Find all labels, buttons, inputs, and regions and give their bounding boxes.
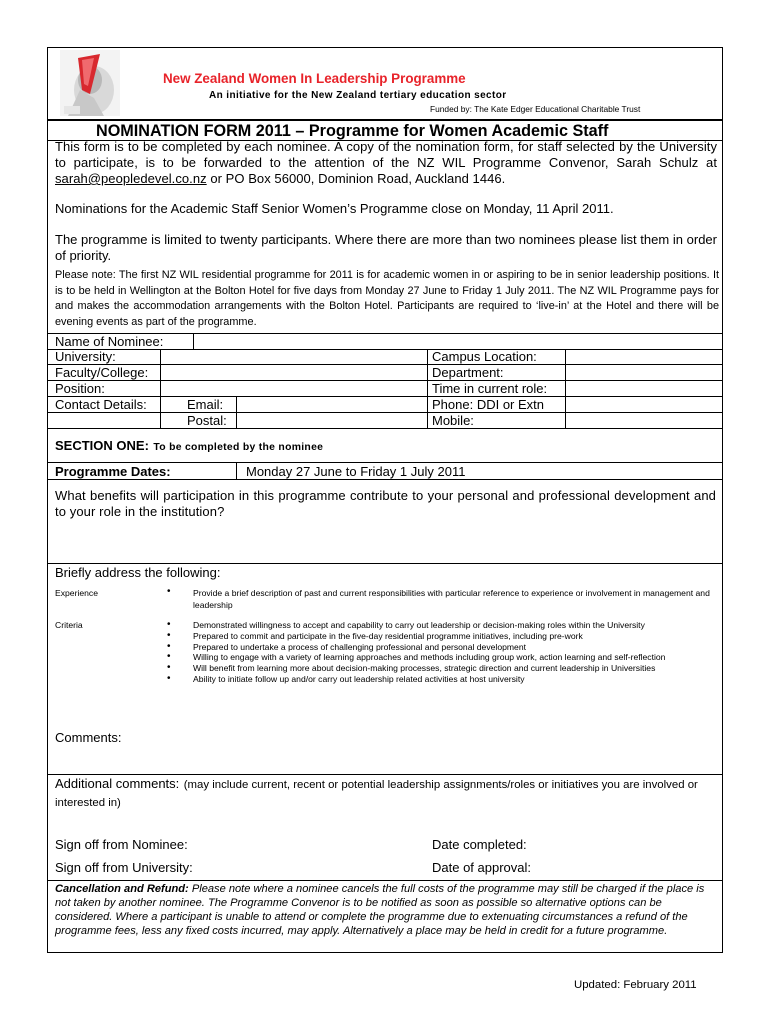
programme-subtitle: An initiative for the New Zealand tertiary education sector (209, 90, 507, 101)
closing-date-text: Nominations for the Academic Staff Senior Women’s Programme close on Monday, 11 April 2011. (55, 201, 614, 216)
participants-limit-text: The programme is limited to twenty participants. Where there are more than two nominees please list them in order of priority. (55, 232, 717, 263)
briefly-address-label: Briefly address the following: (55, 565, 221, 580)
contact-details-label: Contact Details: (55, 397, 147, 412)
updated-date: Updated: February 2011 (574, 979, 697, 991)
faculty-field[interactable] (161, 365, 426, 380)
phone-label: Phone: DDI or Extn (432, 397, 544, 412)
please-note-text: Please note: The first NZ WIL residential programme for 2011 is for academic women in or aspiring to be in senior leadership positions. It is to be held in Wellington at the Bolton Hotel for five days from Monday 27 June to Friday 1 July 2011. The NZ WIL Programme pays for and makes the accommodation arrangements with the Bolton Hotel. Participants are required to ‘live-in’ at the Hotel and there will be evening events as part of the programme. (55, 269, 719, 328)
programme-title: New Zealand Women In Leadership Programme (163, 71, 466, 86)
form-title: NOMINATION FORM 2011 – Programme for Women Academic Staff (96, 122, 609, 140)
benefits-question: What benefits will participation in this programme contribute to your personal and professional development and to your role in the institution? (55, 488, 716, 519)
list-item: • Prepared to undertake a process of challenging professional and personal development (193, 642, 708, 653)
mobile-field[interactable] (566, 413, 722, 428)
section-one-heading: SECTION ONE: To be completed by the nominee (55, 438, 324, 453)
faculty-label: Faculty/College: (55, 365, 149, 380)
university-field[interactable] (161, 350, 426, 364)
sign-off-university-label: Sign off from University: (55, 860, 193, 875)
campus-location-label: Campus Location: (432, 349, 537, 364)
email-label: Email: (187, 397, 224, 412)
funded-by: Funded by: The Kate Edger Educational Charitable Trust (430, 104, 641, 114)
programme-logo-image (60, 50, 120, 116)
list-item: • Ability to initiate follow up and/or carry out leadership related activities at host university (193, 674, 708, 685)
comments-field[interactable] (50, 748, 720, 772)
position-label: Position: (55, 381, 105, 396)
list-item: • Demonstrated willingness to accept and capability to carry out leadership or decision-making roles within the University (193, 620, 708, 631)
criteria-list (193, 620, 708, 685)
programme-dates-label: Programme Dates: (55, 464, 171, 479)
experience-text: Provide a brief description of past and current responsibilities with particular reference to experience or involvement in management and leadership (193, 588, 710, 610)
nominee-name-label: Name of Nominee: (55, 334, 164, 349)
experience-label: Experience (55, 588, 98, 598)
list-item: • Prepared to commit and participate in the five-day residential programme initiatives, including pre-work (193, 631, 708, 642)
email-link[interactable]: sarah@peopledevel.co.nz (55, 171, 207, 186)
experience-bullet: • (167, 586, 171, 597)
mobile-label: Mobile: (432, 413, 474, 428)
nominee-name-field[interactable] (194, 334, 722, 349)
university-label: University: (55, 349, 116, 364)
criteria-label: Criteria (55, 620, 83, 630)
postal-label: Postal: (187, 413, 227, 428)
phone-field[interactable] (566, 397, 722, 412)
list-item: • Will benefit from learning more about decision-making processes, strategic direction and current leadership in Universities (193, 663, 708, 674)
programme-dates-value: Monday 27 June to Friday 1 July 2011 (246, 464, 466, 479)
time-in-role-label: Time in current role: (432, 381, 548, 396)
sign-off-nominee-label: Sign off from Nominee: (55, 837, 188, 852)
postal-field[interactable] (237, 413, 426, 428)
time-in-role-field[interactable] (566, 381, 722, 396)
position-field[interactable] (161, 381, 426, 396)
additional-comments-field[interactable] (50, 810, 720, 830)
list-item: • Willing to engage with a variety of learning approaches and methods including group work, action learning and self-reflection (193, 652, 708, 663)
date-completed-label: Date completed: (432, 837, 527, 852)
comments-label: Comments: (55, 730, 122, 745)
intro-paragraph: This form is to be completed by each nominee. A copy of the nomination form, for staff selected by the University to participate, is to be forwarded to the attention of the NZ WIL Programme Convenor, Sarah Schulz at sarah@peopledevel.co.nz or PO Box 56000, Dominion Road, Auckland 1446. (55, 139, 717, 186)
email-field[interactable] (237, 397, 426, 412)
cancellation-refund-text: Cancellation and Refund: Please note where a nominee cancels the full costs of the programme may still be charged if the place is not taken by another nominee. The Programme Convenor is to be notified as soon as possible so alternative options can be considered. Where a participant is unable to attend or complete the programme due to extenuating circumstances a refund of the programme fees, less any fixed costs incurred, may apply. Alternatively a place may be held in credit for a future programme. (55, 883, 705, 937)
additional-comments: Additional comments: (may include current, recent or potential leadership assignments/roles or initiatives you are involved or interested in) (55, 776, 698, 809)
benefits-answer-field[interactable] (50, 522, 720, 562)
department-field[interactable] (566, 365, 722, 380)
campus-location-field[interactable] (566, 350, 722, 364)
date-of-approval-label: Date of approval: (432, 860, 532, 875)
department-label: Department: (432, 365, 504, 380)
